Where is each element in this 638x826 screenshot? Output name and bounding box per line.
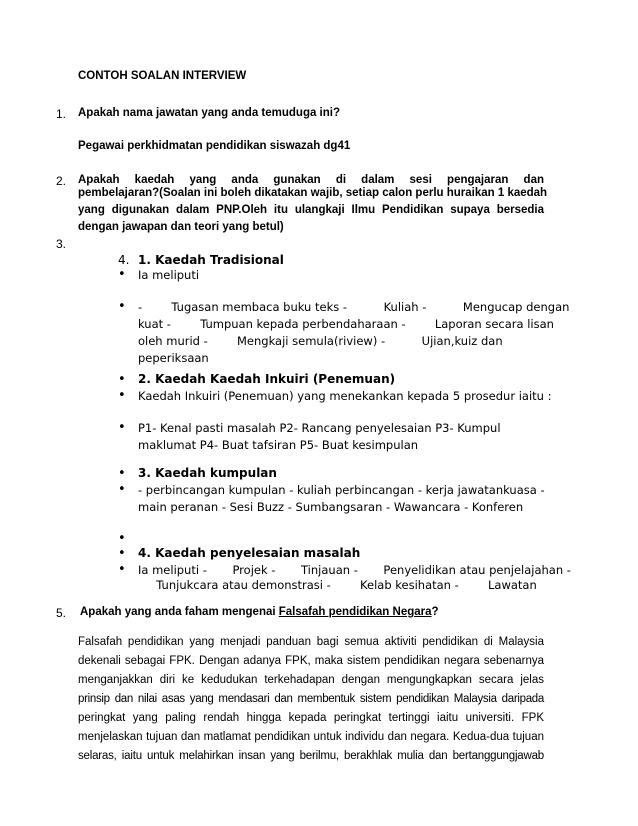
kaedah-3-line-2: main peranan - Sesi Buzz - Sumbangsaran - Wawancara - Konferen: [138, 500, 524, 514]
q1-answer: Pegawai perkhidmatan pendidikan siswazah dg41: [78, 140, 351, 152]
bullet-icon: •: [118, 466, 126, 481]
q2-line-1: Apakah kaedah yang anda gunakan di dalam sesi pengajaran dan: [78, 174, 544, 186]
q2-line-4: dengan jawapan dan teori yang betul): [78, 221, 284, 233]
bullet-icon: •: [118, 388, 126, 403]
bullet-icon: •: [118, 531, 126, 546]
q5-para-line-4: prinsip dan nilai asas yang mendasari dan membentuk sistem pendidikan Malaysia daripada: [78, 693, 544, 705]
q5-para-line-1: Falsafah pendidikan yang menjadi panduan bagi semua aktiviti pendidikan di Malaysia: [78, 636, 544, 648]
kaedah-1-line-2: kuat - Tumpuan kepada perbendaharaan - Laporan secara lisan: [138, 317, 554, 331]
bullet-icon: •: [118, 562, 126, 577]
kaedah-1-intro: Ia meliputi: [138, 268, 200, 282]
kaedah-2-desc: Kaedah Inkuiri (Penemuan) yang menekankan kepada 5 prosedur iaitu :: [138, 389, 552, 403]
q3-number: 3.: [56, 237, 67, 251]
q5-para-line-3: menganjakkan diri ke kedudukan terkehadapan dengan mengungkapkan secara jelas: [78, 674, 544, 686]
q5-number: 5.: [56, 606, 67, 620]
kaedah-1-line-3: oleh murid - Mengkaji semula(riview) - Ujian,kuiz dan: [138, 334, 503, 348]
q5-question: [80, 606, 439, 618]
kaedah-2-title: 2. Kaedah Kaedah Inkuiri (Penemuan): [138, 372, 396, 386]
q2-line-3: yang digunakan dalam PNP.Oleh itu ulangkaji Ilmu Pendidikan supaya bersedia: [78, 204, 544, 216]
q5-para-line-2: dekenali sebagai FPK. Dengan adanya FPK, maka sistem pendidikan negara sebenarnya: [78, 655, 544, 667]
q5-question-suffix: ?: [431, 606, 439, 618]
q1-question: Apakah nama jawatan yang anda temuduga ini?: [78, 107, 341, 119]
q5-para-line-7: selaras, iaitu untuk melahirkan insan yang berilmu, berakhlak mulia dan bertanggungjawab: [78, 750, 544, 762]
q5-para-line-5: peringkat yang paling rendah hingga kepada peringkat tertinggi iaitu universiti. FPK: [78, 712, 544, 724]
kaedah-1-title: 1. Kaedah Tradisional: [138, 253, 284, 267]
kaedah-2-line-1: P1- Kenal pasti masalah P2- Rancang penyelesaian P3- Kumpul: [138, 421, 501, 435]
bullet-icon: •: [118, 420, 126, 435]
bullet-icon: •: [118, 546, 126, 561]
kaedah-1-line-1: - Tugasan membaca buku teks - Kuliah - Mengucap dengan: [138, 300, 570, 314]
bullet-icon: •: [118, 372, 126, 387]
bullet-icon: •: [118, 299, 126, 314]
kaedah-4-line-1: Ia meliputi - Projek - Tinjauan - Penyelidikan atau penjelajahan -: [138, 563, 571, 577]
q5-para-line-6: menjelaskan tujuan dan matlamat pendidikan untuk individu dan negara. Kedua-dua tujuan: [78, 731, 544, 743]
kaedah-4-title: 4. Kaedah penyelesaian masalah: [138, 546, 361, 560]
bullet-icon: •: [118, 482, 126, 497]
q2-line-2: pembelajaran?(Soalan ini boleh dikatakan wajib, setiap calon perlu huraikan 1 kaedah: [78, 187, 548, 199]
kaedah-2-line-2: maklumat P4- Buat tafsiran P5- Buat kesimpulan: [138, 438, 419, 452]
doc-title: CONTOH SOALAN INTERVIEW: [78, 70, 247, 82]
q1-number: 1.: [56, 107, 67, 121]
q3-sub-number: 4.: [118, 253, 130, 267]
kaedah-3-title: 3. Kaedah kumpulan: [138, 466, 277, 480]
bullet-icon: •: [118, 267, 126, 282]
q2-number: 2.: [56, 174, 67, 188]
kaedah-3-line-1: - perbincangan kumpulan - kuliah perbincangan - kerja jawatankuasa -: [138, 483, 545, 497]
kaedah-4-line-2: Tunjukcara atau demonstrasi - Kelab kesihatan - Lawatan: [138, 578, 537, 592]
kaedah-1-line-4: peperiksaan: [138, 351, 209, 365]
q5-question-prefix: Apakah yang anda faham mengenai: [80, 606, 279, 618]
q5-question-link[interactable]: Falsafah pendidikan Negara: [278, 606, 432, 618]
